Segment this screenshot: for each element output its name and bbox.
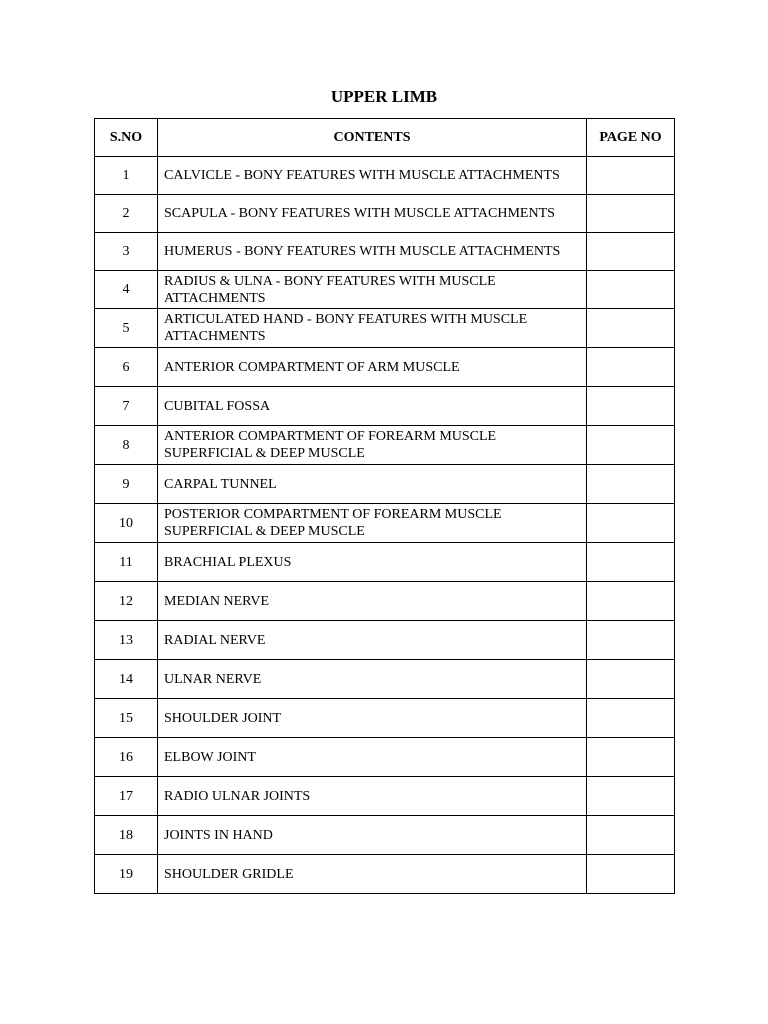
- table-row: [95, 699, 675, 738]
- row-contents: BRACHIAL PLEXUS: [158, 543, 587, 582]
- table-row: [95, 233, 675, 271]
- row-page-no: [587, 309, 675, 348]
- row-sno: 7: [95, 387, 158, 426]
- row-contents: HUMERUS - BONY FEATURES WITH MUSCLE ATTACHMENTS: [158, 233, 587, 271]
- header-sno: S.NO: [95, 119, 158, 157]
- page-title: UPPER LIMB: [330, 87, 438, 106]
- row-page-no: [587, 621, 675, 660]
- row-contents: RADIAL NERVE: [158, 621, 587, 660]
- row-contents: MEDIAN NERVE: [158, 582, 587, 621]
- row-contents: RADIUS & ULNA - BONY FEATURES WITH MUSCLE ATTACHMENTS: [158, 271, 587, 309]
- row-page-no: [587, 387, 675, 426]
- table-row: [95, 543, 675, 582]
- row-page-no: [587, 157, 675, 195]
- row-contents: SHOULDER GRIDLE: [158, 855, 587, 894]
- table-row: [95, 309, 675, 348]
- row-contents: CARPAL TUNNEL: [158, 465, 587, 504]
- row-contents: JOINTS IN HAND: [158, 816, 587, 855]
- row-page-no: [587, 233, 675, 271]
- row-sno: 17: [95, 777, 158, 816]
- contents-table: [94, 118, 675, 894]
- row-contents: ULNAR NERVE: [158, 660, 587, 699]
- row-contents: SCAPULA - BONY FEATURES WITH MUSCLE ATTACHMENTS: [158, 195, 587, 233]
- row-page-no: [587, 195, 675, 233]
- row-sno: 6: [95, 348, 158, 387]
- row-sno: 19: [95, 855, 158, 894]
- table-row: [95, 465, 675, 504]
- table-row: [95, 504, 675, 543]
- row-contents: POSTERIOR COMPARTMENT OF FOREARM MUSCLE SUPERFICIAL & DEEP MUSCLE: [158, 504, 587, 543]
- table-row: [95, 348, 675, 387]
- row-sno: 10: [95, 504, 158, 543]
- row-page-no: [587, 426, 675, 465]
- row-page-no: [587, 816, 675, 855]
- table-row: [95, 777, 675, 816]
- row-sno: 5: [95, 309, 158, 348]
- table-header: [95, 119, 675, 157]
- row-page-no: [587, 777, 675, 816]
- row-sno: 1: [95, 157, 158, 195]
- table-row: [95, 855, 675, 894]
- row-sno: 9: [95, 465, 158, 504]
- row-contents: RADIO ULNAR JOINTS: [158, 777, 587, 816]
- row-page-no: [587, 465, 675, 504]
- row-page-no: [587, 348, 675, 387]
- row-page-no: [587, 504, 675, 543]
- header-page-no: PAGE NO: [587, 119, 675, 157]
- table-row: [95, 157, 675, 195]
- row-sno: 4: [95, 271, 158, 309]
- table-body: [95, 157, 675, 894]
- table-row: [95, 271, 675, 309]
- row-page-no: [587, 543, 675, 582]
- row-sno: 14: [95, 660, 158, 699]
- table-row: [95, 660, 675, 699]
- row-sno: 12: [95, 582, 158, 621]
- row-page-no: [587, 699, 675, 738]
- row-page-no: [587, 271, 675, 309]
- table-row: [95, 738, 675, 777]
- row-sno: 16: [95, 738, 158, 777]
- row-contents: ANTERIOR COMPARTMENT OF ARM MUSCLE: [158, 348, 587, 387]
- header-row: [95, 119, 675, 157]
- table-row: [95, 195, 675, 233]
- row-sno: 11: [95, 543, 158, 582]
- table-row: [95, 621, 675, 660]
- header-contents: CONTENTS: [158, 119, 587, 157]
- row-contents: ELBOW JOINT: [158, 738, 587, 777]
- row-page-no: [587, 738, 675, 777]
- row-sno: 2: [95, 195, 158, 233]
- row-page-no: [587, 582, 675, 621]
- row-contents: SHOULDER JOINT: [158, 699, 587, 738]
- row-page-no: [587, 660, 675, 699]
- table-row: [95, 816, 675, 855]
- row-contents: CUBITAL FOSSA: [158, 387, 587, 426]
- row-sno: 15: [95, 699, 158, 738]
- row-contents: ANTERIOR COMPARTMENT OF FOREARM MUSCLE SUPERFICIAL & DEEP MUSCLE: [158, 426, 587, 465]
- row-sno: 13: [95, 621, 158, 660]
- row-contents: ARTICULATED HAND - BONY FEATURES WITH MUSCLE ATTACHMENTS: [158, 309, 587, 348]
- table-row: [95, 387, 675, 426]
- row-contents: CALVICLE - BONY FEATURES WITH MUSCLE ATTACHMENTS: [158, 157, 587, 195]
- row-sno: 3: [95, 233, 158, 271]
- table-row: [95, 582, 675, 621]
- row-sno: 8: [95, 426, 158, 465]
- row-page-no: [587, 855, 675, 894]
- table-row: [95, 426, 675, 465]
- row-sno: 18: [95, 816, 158, 855]
